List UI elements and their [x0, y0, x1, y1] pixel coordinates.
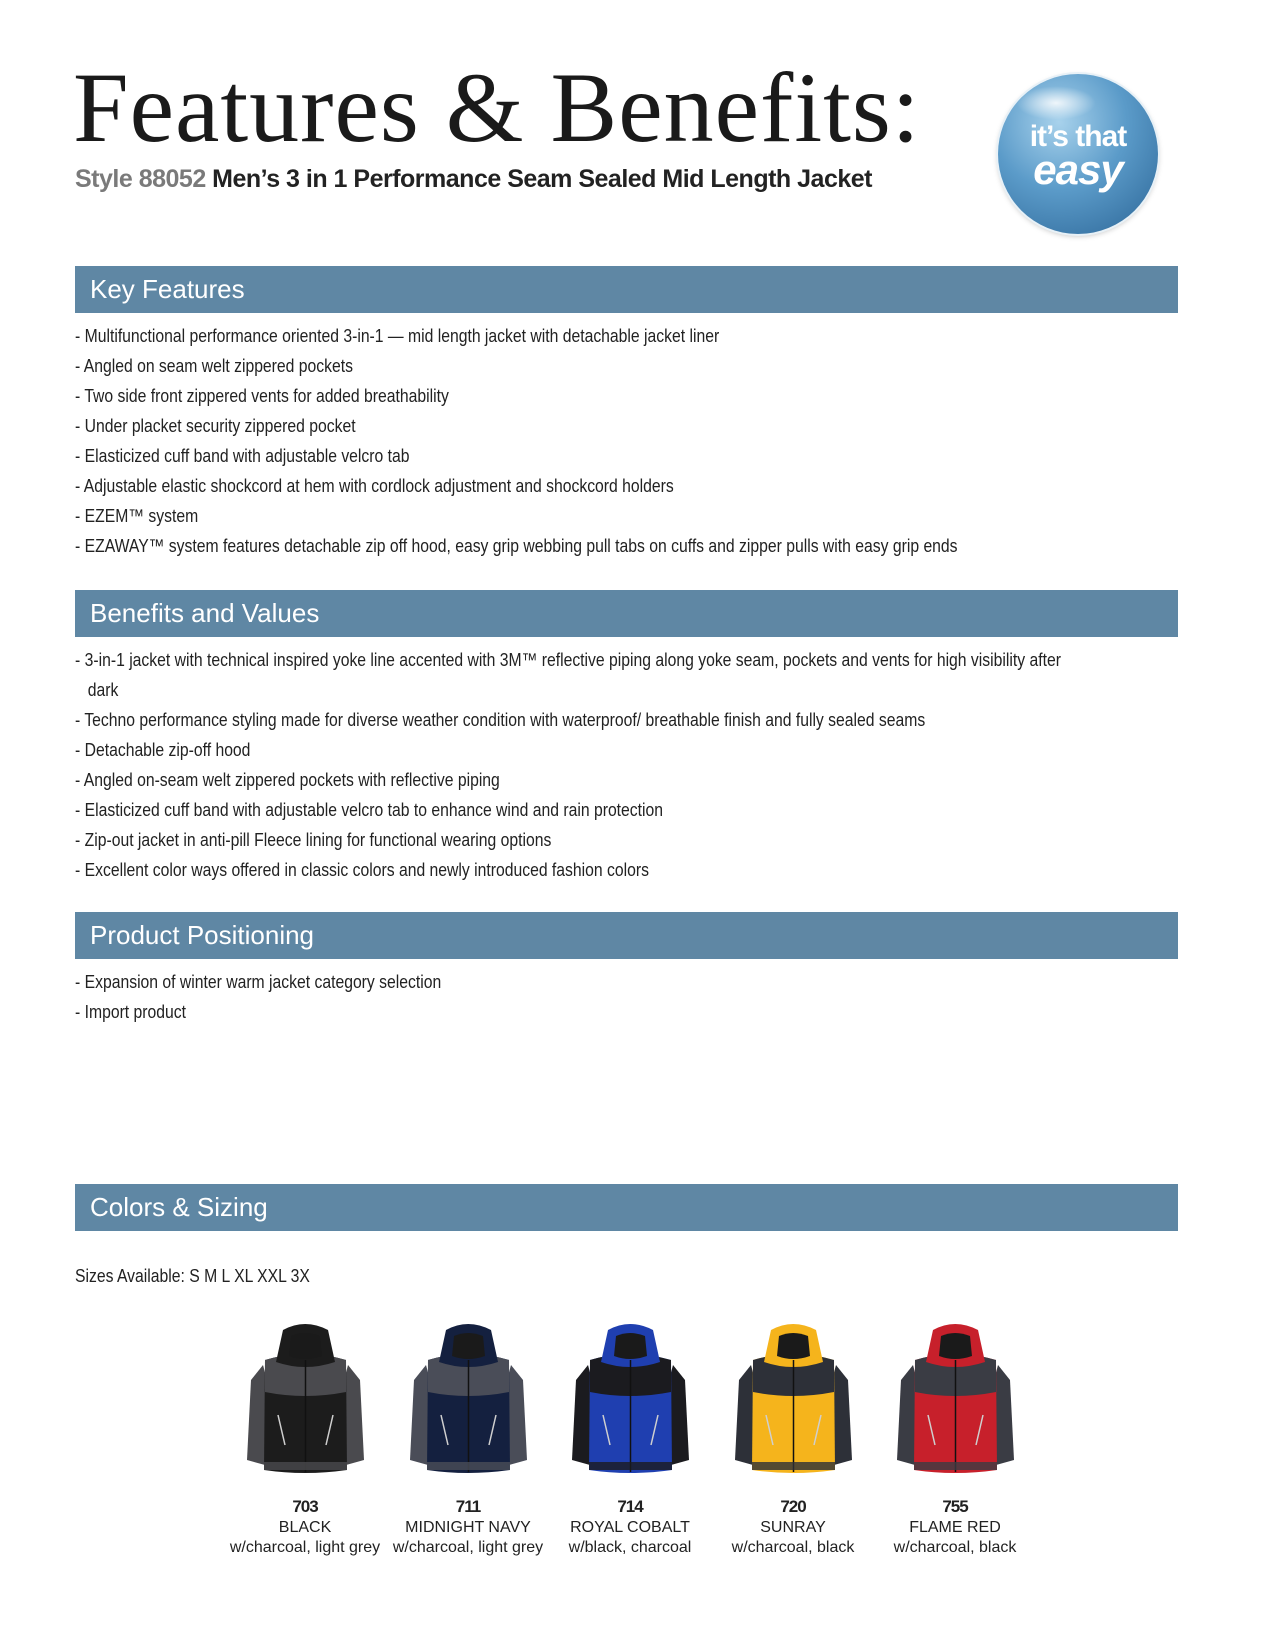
list-item: - Multifunctional performance oriented 3-in-1 — mid length jacket with detachable jacket liner	[75, 321, 1087, 351]
style-code: Style 88052	[75, 165, 206, 193]
list-item: - Detachable zip-off hood	[75, 735, 1087, 765]
color-code: 711	[455, 1497, 481, 1516]
list-item: - Elasticized cuff band with adjustable velcro tab	[75, 441, 1087, 471]
color-code: 755	[942, 1497, 968, 1516]
color-code: 720	[780, 1497, 806, 1516]
list-item: - Two side front zippered vents for added breathability	[75, 381, 1087, 411]
color-name: FLAME RED	[909, 1519, 1001, 1536]
list-item: - EZAWAY™ system features detachable zip off hood, easy grip webbing pull tabs on cuffs and zipper pulls with easy grip ends	[75, 531, 1087, 561]
color-trim: w/charcoal, black	[893, 1539, 1017, 1556]
list-item: - Adjustable elastic shockcord at hem with cordlock adjustment and shockcord holders	[75, 471, 1087, 501]
color-trim: w/charcoal, black	[731, 1539, 855, 1556]
color-name: BLACK	[278, 1519, 332, 1536]
color-name: MIDNIGHT NAVY	[405, 1519, 531, 1536]
color-swatch	[875, 1320, 1035, 1557]
colors-sizing-heading: Colors & Sizing	[75, 1184, 1178, 1231]
list-item: - EZEM™ system	[75, 501, 1087, 531]
color-trim: w/black, charcoal	[568, 1539, 692, 1556]
product-name: Men’s 3 in 1 Performance Seam Sealed Mid Length Jacket	[212, 165, 872, 193]
list-item: - Angled on-seam welt zippered pockets with reflective piping	[75, 765, 1087, 795]
color-swatch	[713, 1320, 873, 1557]
jacket-image	[568, 1320, 693, 1480]
key-features-heading: Key Features	[75, 266, 1178, 313]
jacket-image	[243, 1320, 368, 1480]
list-item: - Techno performance styling made for diverse weather condition with waterproof/ breathable finish and fully sealed seams	[75, 705, 1087, 735]
sizes-available: Sizes Available: S M L XL XXL 3X	[75, 1265, 310, 1286]
benefits-heading: Benefits and Values	[75, 590, 1178, 637]
list-item: - Elasticized cuff band with adjustable velcro tab to enhance wind and rain protection	[75, 795, 1087, 825]
product-subtitle	[75, 165, 872, 194]
jacket-image	[893, 1320, 1018, 1480]
positioning-heading: Product Positioning	[75, 912, 1178, 959]
color-name: ROYAL COBALT	[570, 1519, 690, 1536]
list-item: - Excellent color ways offered in classic colors and newly introduced fashion colors	[75, 855, 1087, 885]
color-code: 703	[292, 1497, 318, 1516]
color-swatch	[550, 1320, 710, 1557]
color-name: SUNRAY	[760, 1519, 826, 1536]
key-features-list	[75, 321, 1265, 561]
jacket-image	[731, 1320, 856, 1480]
list-item: - Import product	[75, 997, 1087, 1027]
list-item: - Zip-out jacket in anti-pill Fleece lining for functional wearing options	[75, 825, 1087, 855]
benefits-list	[75, 645, 1265, 885]
logo-shine	[1016, 86, 1096, 120]
color-swatch	[225, 1320, 385, 1557]
its-that-easy-logo	[998, 74, 1158, 234]
page-title: Features & Benefits:	[73, 52, 921, 163]
logo-text-line2: easy	[1033, 146, 1123, 193]
color-code: 714	[617, 1497, 643, 1516]
logo-text-line1: it’s that	[1029, 120, 1127, 153]
color-swatch	[388, 1320, 548, 1557]
list-item: - Under placket security zippered pocket	[75, 411, 1087, 441]
color-trim: w/charcoal, light grey	[229, 1539, 381, 1556]
color-trim: w/charcoal, light grey	[392, 1539, 544, 1556]
list-item: - Angled on seam welt zippered pockets	[75, 351, 1087, 381]
jacket-image	[406, 1320, 531, 1480]
positioning-list	[75, 967, 1265, 1027]
list-item: - Expansion of winter warm jacket category selection	[75, 967, 1087, 997]
list-item: - 3-in-1 jacket with technical inspired yoke line accented with 3M™ reflective piping along yoke seam, pockets and vents for high visibility after dark	[75, 645, 1087, 705]
